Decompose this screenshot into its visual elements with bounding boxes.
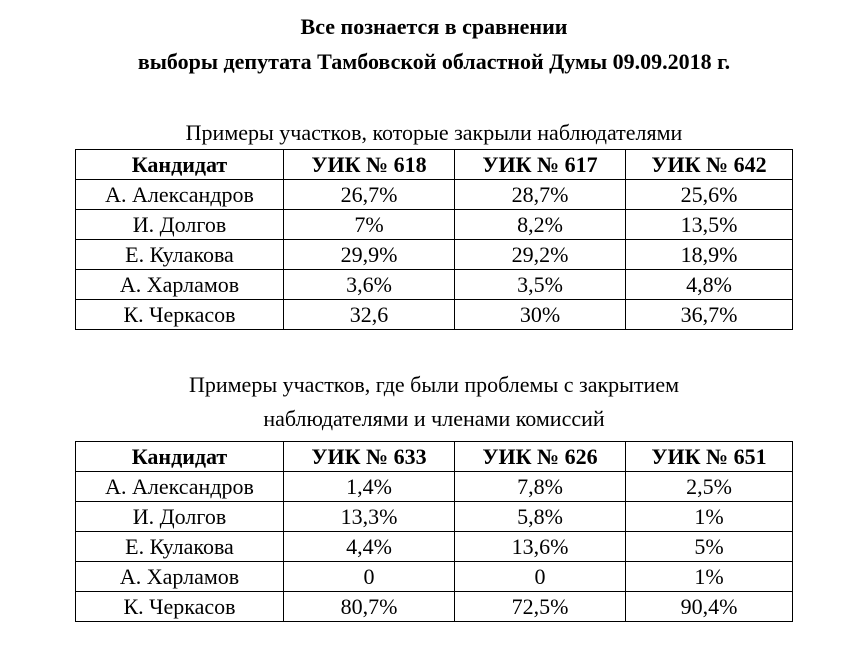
vote-share: 26,7% (284, 180, 455, 210)
candidate-name: А. Александров (76, 472, 284, 502)
header-uik-626: УИК № 626 (455, 442, 626, 472)
header-uik-651: УИК № 651 (626, 442, 793, 472)
candidate-name: И. Долгов (76, 210, 284, 240)
table2-caption-line2: наблюдателями и членами комиссий (263, 406, 605, 431)
vote-share: 72,5% (455, 592, 626, 622)
vote-share: 5% (626, 532, 793, 562)
table-row (76, 300, 793, 330)
vote-share: 30% (455, 300, 626, 330)
candidate-name: Е. Кулакова (76, 240, 284, 270)
vote-share: 5,8% (455, 502, 626, 532)
table-header-row (76, 150, 793, 180)
vote-share: 90,4% (626, 592, 793, 622)
vote-share: 1,4% (284, 472, 455, 502)
vote-share: 80,7% (284, 592, 455, 622)
table-row (76, 562, 793, 592)
results-table-closed-observers (75, 149, 793, 330)
results-table-problem-stations (75, 441, 793, 622)
vote-share: 13,5% (626, 210, 793, 240)
vote-share: 1% (626, 502, 793, 532)
vote-share: 0 (455, 562, 626, 592)
vote-share: 13,3% (284, 502, 455, 532)
document-title: Все познается в сравнении (300, 14, 568, 39)
vote-share: 4,4% (284, 532, 455, 562)
candidate-name: К. Черкасов (76, 300, 284, 330)
header-uik-617: УИК № 617 (455, 150, 626, 180)
vote-share: 13,6% (455, 532, 626, 562)
table-row (76, 532, 793, 562)
candidate-name: Е. Кулакова (76, 532, 284, 562)
vote-share: 36,7% (626, 300, 793, 330)
table-row (76, 210, 793, 240)
candidate-name: А. Харламов (76, 562, 284, 592)
vote-share: 7% (284, 210, 455, 240)
document-subtitle: выборы депутата Тамбовской областной Думы 09.09.2018 г. (137, 49, 731, 74)
candidate-name: К. Черкасов (76, 592, 284, 622)
vote-share: 7,8% (455, 472, 626, 502)
header-candidate: Кандидат (76, 442, 284, 472)
vote-share: 25,6% (626, 180, 793, 210)
vote-share: 8,2% (455, 210, 626, 240)
vote-share: 3,6% (284, 270, 455, 300)
table-row (76, 472, 793, 502)
table-row (76, 180, 793, 210)
table-row (76, 502, 793, 532)
vote-share: 18,9% (626, 240, 793, 270)
vote-share: 1% (626, 562, 793, 592)
vote-share: 29,9% (284, 240, 455, 270)
candidate-name: И. Долгов (76, 502, 284, 532)
table1-caption: Примеры участков, которые закрыли наблюдателями (185, 120, 683, 145)
header-uik-642: УИК № 642 (626, 150, 793, 180)
vote-share: 32,6 (284, 300, 455, 330)
header-uik-618: УИК № 618 (284, 150, 455, 180)
table-row (76, 592, 793, 622)
candidate-name: А. Харламов (76, 270, 284, 300)
header-uik-633: УИК № 633 (284, 442, 455, 472)
table-header-row (76, 442, 793, 472)
vote-share: 3,5% (455, 270, 626, 300)
vote-share: 29,2% (455, 240, 626, 270)
vote-share: 4,8% (626, 270, 793, 300)
candidate-name: А. Александров (76, 180, 284, 210)
vote-share: 2,5% (626, 472, 793, 502)
table-row (76, 270, 793, 300)
header-candidate: Кандидат (76, 150, 284, 180)
table-row (76, 240, 793, 270)
vote-share: 0 (284, 562, 455, 592)
vote-share: 28,7% (455, 180, 626, 210)
table2-caption-line1: Примеры участков, где были проблемы с закрытием (188, 372, 680, 397)
